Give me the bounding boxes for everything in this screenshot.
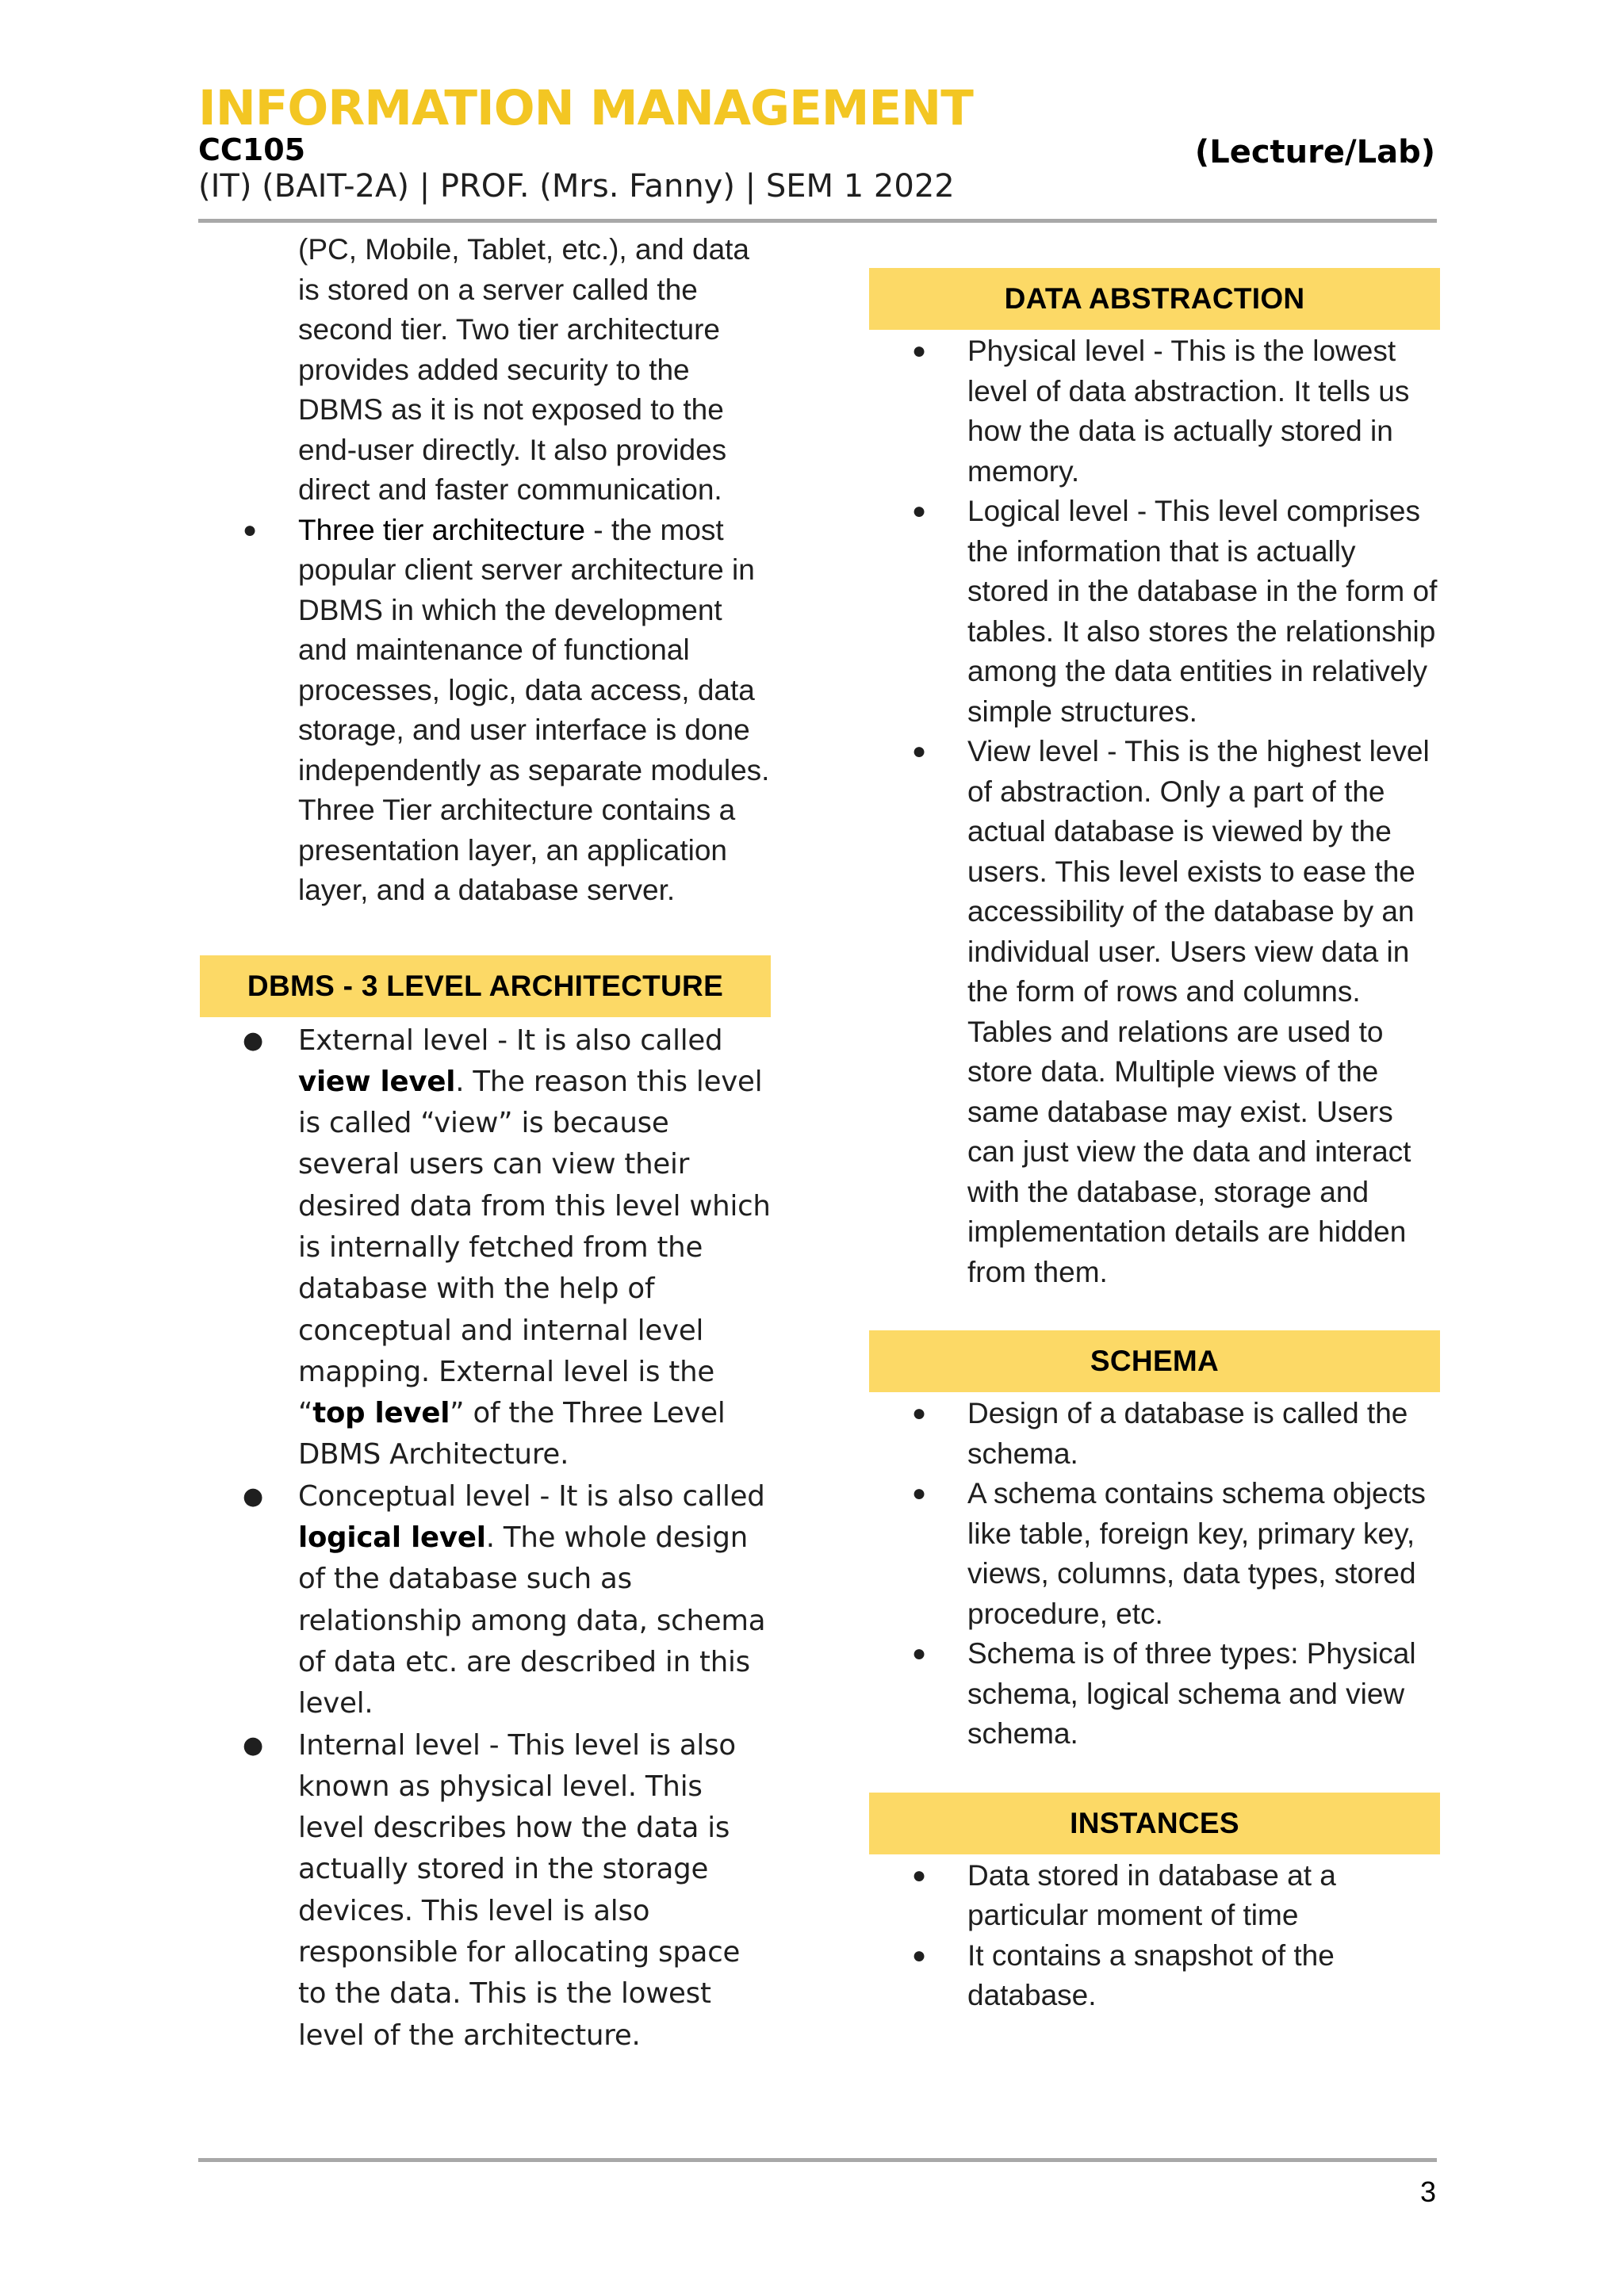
spacer bbox=[869, 1292, 1440, 1330]
section-heading-instances: INSTANCES bbox=[869, 1793, 1440, 1854]
list-item-text: - the most popular client server architecture in DBMS in which the development and maintenance of functional processes, logic, data access, data storage, and user interface is done independently as separate modules. Three Tier architecture contains a presentation layer, an application layer, and a database server. bbox=[298, 513, 770, 906]
bullet-icon: ● bbox=[912, 1942, 927, 1969]
right-column bbox=[869, 268, 1440, 2016]
schema-list bbox=[869, 1394, 1440, 1755]
course-type: (Lecture/Lab) bbox=[1194, 134, 1435, 170]
list-item bbox=[869, 1394, 1440, 1474]
list-item-text: It contains a snapshot of the database. bbox=[967, 1938, 1335, 2011]
list-item bbox=[869, 1856, 1440, 1936]
list-item-text: . The whole design of the database such as relationship among data, schema of data etc. are described in this level. bbox=[298, 1521, 766, 1720]
bullet-icon: ● bbox=[243, 1482, 263, 1510]
bullet-icon: ● bbox=[243, 1731, 263, 1759]
list-item-term: Three tier architecture bbox=[298, 513, 585, 546]
list-item bbox=[869, 1474, 1440, 1634]
list-item-text: External level - It is also called bbox=[298, 1024, 723, 1057]
document-title: INFORMATION MANAGEMENT bbox=[198, 80, 973, 136]
abstraction-list bbox=[869, 331, 1440, 1292]
left-column bbox=[200, 227, 771, 2057]
list-item bbox=[869, 1634, 1440, 1755]
list-item-bold: view level bbox=[298, 1065, 456, 1098]
bullet-icon: ● bbox=[243, 1026, 263, 1054]
page-number: 3 bbox=[1419, 2175, 1436, 2208]
list-item-text: A schema contains schema objects like table, foreign key, primary key, views, columns, data types, stored procedure, etc. bbox=[967, 1477, 1426, 1630]
list-item-text: Physical level - This is the lowest level of data abstraction. It tells us how the data is actually stored in memory. bbox=[967, 335, 1410, 488]
list-item-text: . The reason this level is called “view” is because several users can view their desired data from this level which is internally fetched from the database with the help of conceptual and internal level mapping. External level is the “ bbox=[298, 1065, 771, 1430]
tier-list bbox=[200, 511, 771, 911]
bullet-icon: ● bbox=[243, 516, 258, 543]
spacer bbox=[200, 911, 771, 955]
list-item bbox=[200, 1725, 771, 2057]
section-heading-abstraction: DATA ABSTRACTION bbox=[869, 268, 1440, 330]
bullet-icon: ● bbox=[912, 1862, 927, 1888]
continued-paragraph: (PC, Mobile, Tablet, etc.), and data is stored on a server called the second tier. Two tier architecture provides added security to the DBMS as it is not exposed to the end-user directly. It also provides direct and faster communication. bbox=[298, 233, 750, 506]
list-item-bold: logical level bbox=[298, 1521, 486, 1555]
list-item-text: Schema is of three types: Physical schema, logical schema and view schema. bbox=[967, 1637, 1416, 1750]
list-item-text: Data stored in database at a particular moment of time bbox=[967, 1858, 1336, 1931]
list-item bbox=[200, 511, 771, 911]
spacer bbox=[869, 1755, 1440, 1793]
list-item bbox=[869, 1936, 1440, 2016]
list-item-text: Logical level - This level comprises the information that is actually stored in the database in the form of tables. It also stores the relationship among the data entities in relatively simple structures. bbox=[967, 495, 1438, 728]
list-item bbox=[200, 1476, 771, 1725]
dbms-level-list bbox=[200, 1020, 771, 2057]
instances-list bbox=[869, 1856, 1440, 2016]
course-code: CC105 bbox=[198, 132, 306, 167]
bullet-icon: ● bbox=[912, 1480, 927, 1506]
header-divider bbox=[198, 219, 1437, 223]
bullet-icon: ● bbox=[912, 498, 927, 524]
section-heading-dbms: DBMS - 3 LEVEL ARCHITECTURE bbox=[200, 955, 771, 1017]
footer-divider bbox=[198, 2158, 1437, 2162]
list-item-text: Conceptual level - It is also called bbox=[298, 1479, 765, 1513]
bullet-icon: ● bbox=[912, 738, 927, 764]
list-item bbox=[200, 1020, 771, 1476]
list-item bbox=[869, 331, 1440, 492]
bullet-icon: ● bbox=[912, 338, 927, 364]
course-subtitle: (IT) (BAIT-2A) | PROF. (Mrs. Fanny) | SEM 1 2022 bbox=[198, 168, 955, 205]
list-item bbox=[869, 732, 1440, 1292]
bullet-icon: ● bbox=[912, 1400, 927, 1426]
list-item-bold: top level bbox=[312, 1397, 450, 1430]
list-item-text: View level - This is the highest level of abstraction. Only a part of the actual database is viewed by the users. This level exists to ease the accessibility of the database by an individual user. Users view data in the form of rows and columns. Tables and relations are used to store data. Multiple views of the same database may exist. Users can just view the data and interact with the database, storage and implementation details are hidden from them. bbox=[967, 735, 1430, 1288]
list-item bbox=[869, 492, 1440, 732]
list-item-text: Design of a database is called the schema. bbox=[967, 1397, 1408, 1470]
list-item-text: Internal level - This level is also known as physical level. This level describes how the data is actually stored in the storage devices. This level is also responsible for allocating space to the data. This is the lowest level of the architecture. bbox=[298, 1728, 741, 2052]
section-heading-schema: SCHEMA bbox=[869, 1330, 1440, 1392]
list-item-text: ” of the Three Level DBMS Architecture. bbox=[298, 1397, 726, 1471]
bullet-icon: ● bbox=[912, 1640, 927, 1667]
